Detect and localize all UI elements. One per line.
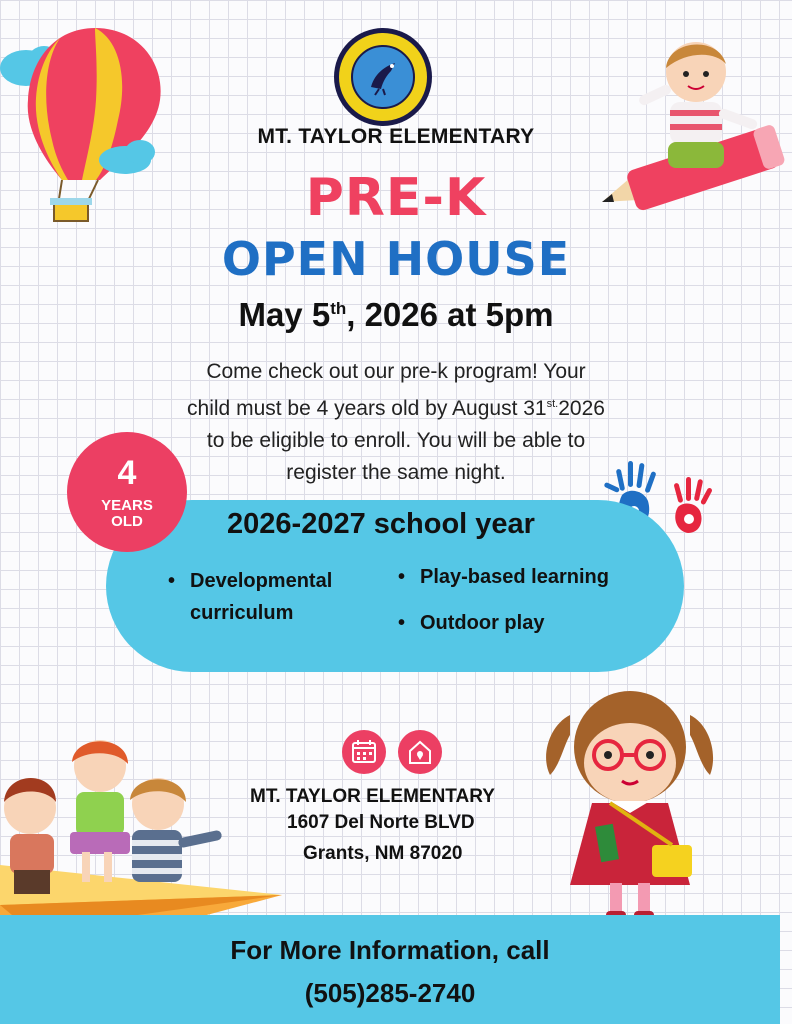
bullet-play-based-learning: • Play-based learning [420,561,609,593]
description-line: to be eligible to enroll. You will be able to [206,429,586,452]
school-name-header: MT. TAYLOR ELEMENTARY [257,125,535,148]
address-school-name: MT. TAYLOR ELEMENTARY [250,786,495,807]
school-logo [334,28,432,126]
description-line: child must be 4 years old by August $31^{st.}2026$ [187,397,605,420]
description-line: Come check out our pre-k program! Your [206,360,586,383]
address-street: 1607 Del Norte BLVD [287,812,475,833]
description [150,356,642,489]
girl-with-glasses-illustration [540,675,720,940]
address-city: Grants, NM 87020 [303,843,463,864]
home-location-icon [398,730,442,774]
title-open-house: OPEN HOUSE [221,232,571,286]
event-date: May 5th, 2026 at 5pm [238,296,554,333]
title-pre-k: PRE-K [305,168,487,228]
footer-info-line: For More Information, call [230,935,550,965]
description-line: register the same night. [286,461,506,484]
school-year-title: 2026-2027 school year [227,508,535,540]
bullet-outdoor-play: • Outdoor play [420,607,544,639]
calendar-icon [342,730,386,774]
age-number: 4 [117,454,137,492]
footer-phone-number[interactable]: (505)285-2740 [304,978,476,1008]
age-label: YEARS OLD [101,497,153,530]
bullet-developmental-curriculum: • Developmental curriculum [190,565,332,629]
roadrunner-icon [363,57,403,97]
